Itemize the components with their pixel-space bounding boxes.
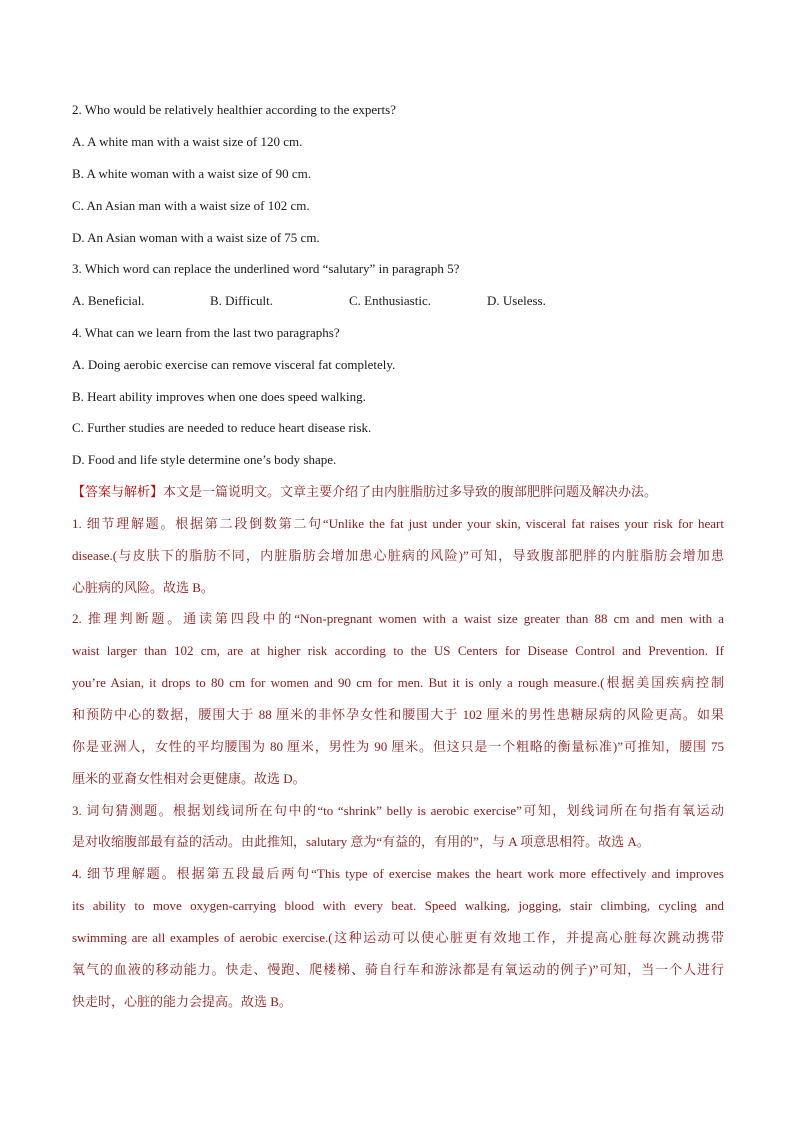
analysis-2-line-3: you’re Asian, it drops to 80 cm for women and 90 cm for men. But it is only a rough measure.(根据美国疾病控制 [72, 675, 724, 690]
question-3-option-c: C. Enthusiastic. [349, 293, 431, 308]
analysis-heading-bracket: 【答案与解析】 [72, 484, 164, 499]
analysis-1-line-2: disease.(与皮肤下的脂肪不同，内脏脂肪会增加患心脏病的风险)”可知，导致腹部肥胖的内脏脂肪会增加患 [72, 548, 724, 563]
analysis-4-line-4: 氧气的血液的移动能力。快走、慢跑、爬楼梯、骑自行车和游泳都是有氧运动的例子)”可知，当一个人进行 [72, 962, 724, 977]
analysis-heading [72, 476, 724, 508]
analysis-4-line-2: its ability to move oxygen-carrying blood with every beat. Speed walking, jogging, stair climbing, cycling and [72, 898, 724, 913]
analysis-2-line-5: 你是亚洲人，女性的平均腰围为 80 厘米，男性为 90 厘米。但这只是一个粗略的衡量标准)”可推知，腰围 75 [72, 739, 724, 754]
question-2-stem: 2. Who would be relatively healthier according to the experts? [72, 102, 396, 117]
analysis-heading-summary: 本文是一篇说明文。文章主要介绍了由内脏脂肪过多导致的腹部肥胖问题及解决办法。 [163, 484, 658, 499]
question-2-option-c: C. An Asian man with a waist size of 102 cm. [72, 198, 310, 213]
question-3-option-b: B. Difficult. [210, 293, 273, 308]
analysis-1-line-1: 1. 细节理解题。根据第二段倒数第二句“Unlike the fat just under your skin, visceral fat raises your risk for heart [72, 516, 724, 531]
analysis-1-line-3: 心脏病的风险。故选 B。 [72, 580, 214, 595]
question-3-stem: 3. Which word can replace the underlined word “salutary” in paragraph 5? [72, 261, 460, 276]
analysis-4-line-1: 4. 细节理解题。根据第五段最后两句“This type of exercise makes the heart work more effectively and improves [72, 866, 724, 881]
analysis-2-line-6: 厘米的亚裔女性相对会更健康。故选 D。 [72, 771, 306, 786]
analysis-2-line-4: 和预防中心的数据，腰围大于 88 厘米的非怀孕女性和腰围大于 102 厘米的男性患糖尿病的风险更高。如果 [72, 707, 724, 722]
question-4-stem: 4. What can we learn from the last two paragraphs? [72, 325, 340, 340]
question-4-option-c: C. Further studies are needed to reduce heart disease risk. [72, 420, 372, 435]
analysis-4-line-5: 快走时，心脏的能力会提高。故选 B。 [72, 994, 292, 1009]
question-4-option-b: B. Heart ability improves when one does speed walking. [72, 389, 366, 404]
question-3-options [72, 293, 722, 309]
analysis-2-line-1: 2. 推理判断题。通读第四段中的“Non-pregnant women with a waist size greater than 88 cm and men with a [72, 611, 724, 626]
analysis-3-line-1: 3. 词句猜测题。根据划线词所在句中的“to “shrink” belly is aerobic exercise”可知，划线词所在句指有氧运动 [72, 803, 724, 818]
question-3-option-d: D. Useless. [487, 293, 546, 308]
question-4-option-d: D. Food and life style determine one’s body shape. [72, 452, 337, 467]
analysis-4-line-3: swimming are all examples of aerobic exercise.(这种运动可以使心脏更有效地工作，并提高心脏每次跳动携带 [72, 930, 724, 945]
question-2-option-d: D. An Asian woman with a waist size of 75 cm. [72, 230, 320, 245]
question-3-option-a: A. Beneficial. [72, 293, 145, 308]
question-2-option-a: A. A white man with a waist size of 120 cm. [72, 134, 303, 149]
question-2-option-b: B. A white woman with a waist size of 90 cm. [72, 166, 312, 181]
analysis-3-line-2: 是对收缩腹部最有益的活动。由此推知，salutary 意为“有益的，有用的”，与 A 项意思相符。故选 A。 [72, 834, 650, 849]
analysis-2-line-2: waist larger than 102 cm, are at higher risk according to the US Centers for Disease Control and Prevention. If [72, 643, 724, 658]
question-4-option-a: A. Doing aerobic exercise can remove visceral fat completely. [72, 357, 396, 372]
